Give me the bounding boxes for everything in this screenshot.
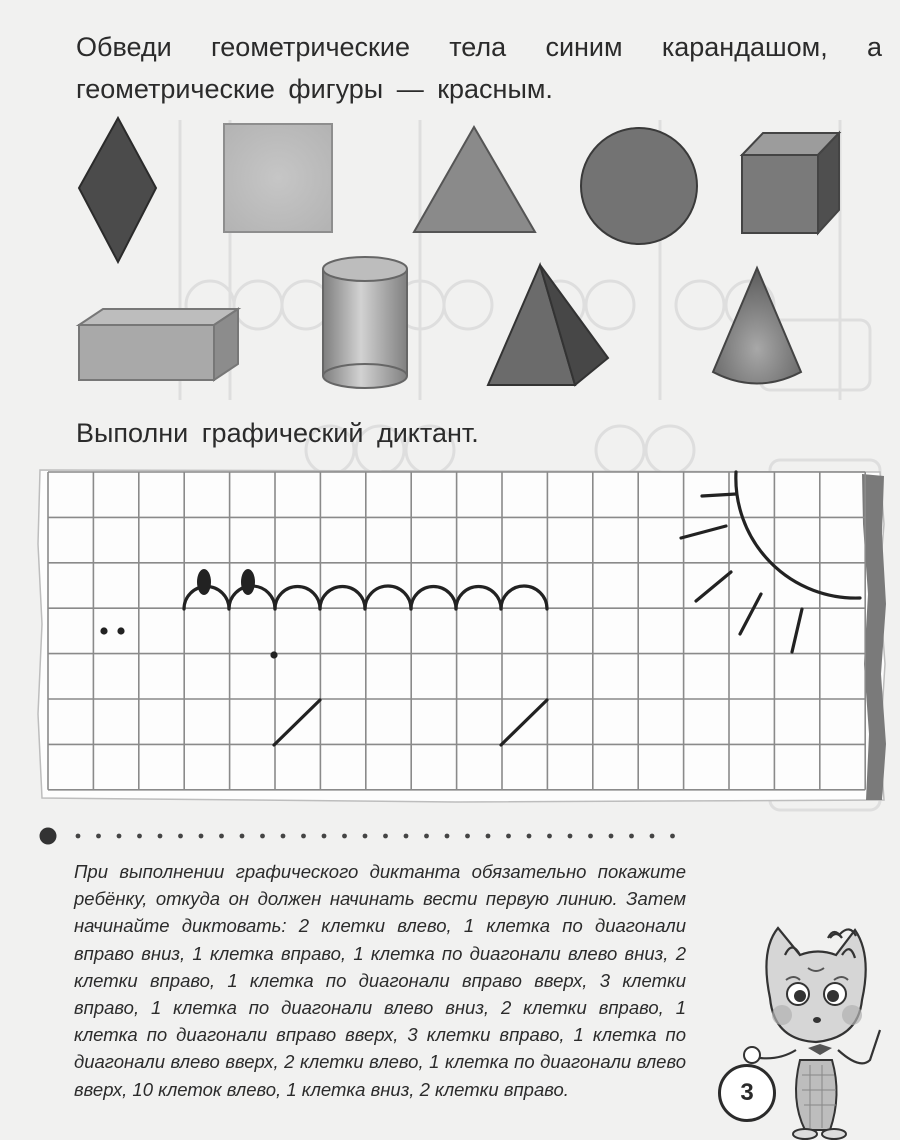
square-icon [224,124,332,232]
separator-dot [404,834,409,839]
separator-dot [342,834,347,839]
circle-icon [581,128,697,244]
separator-dot [219,834,224,839]
separator-dot [568,834,573,839]
separator-dot [158,834,163,839]
triangle-icon [414,127,535,232]
separator-dot [240,834,245,839]
separator-dot [383,834,388,839]
separator-dot [363,834,368,839]
rhombus-icon [79,118,156,262]
task-instruction-shapes: Обведи геометрические тела синим карандашом, а геометрические фигуры — красным. [76,32,882,104]
separator-dot [178,834,183,839]
separator-dot [588,834,593,839]
separator-dot [465,834,470,839]
separator-dot [260,834,265,839]
separator-dot [137,834,142,839]
separator-dot [76,834,81,839]
separator-dot [527,834,532,839]
dictation-grid [36,464,886,804]
shapes-area [0,0,900,400]
separator-dot [199,834,204,839]
task-instruction-dictation: Выполни графический диктант. [76,418,479,448]
separator-dot [96,834,101,839]
separator-dot [670,834,675,839]
separator-dot [650,834,655,839]
separator-dot [609,834,614,839]
parent-note: При выполнении графического диктанта обязательно покажите ребёнку, откуда он должен начинать вести первую линию. Затем начинайте диктовать: 2 клетки влево, 1 клетка по диагонали вправо вниз, 1 клетка вправо, 1 клетка по диагонали влево вниз, 2 клетки вправо, 1 клетка по диагонали вправо вверх, 3 клетки вправо, 1 клетка по диагонали влево вниз, 2 клетки вправо, 1 клетка по диагонали вправо вверх, 3 клетки вправо, 1 клетка по диагонали влево вверх, 2 клетки влево, 1 клетка по диагонали влево вверх, 10 клеток влево, 1 клетка вниз, 2 клетки вправо. [74,861,686,1100]
separator-dot [547,834,552,839]
cuboid-icon [79,309,238,380]
separator-dot [486,834,491,839]
page-number: 3 [718,1064,776,1122]
separator-dot [506,834,511,839]
cone-icon [713,268,801,384]
dotted-separator [38,826,698,846]
separator-dot [629,834,634,839]
cube-icon [742,133,839,233]
pyramid-icon [488,265,608,385]
cylinder-icon [323,257,407,388]
separator-dot [117,834,122,839]
separator-dot [322,834,327,839]
separator-dot [445,834,450,839]
separator-dot [424,834,429,839]
separator-dot [281,834,286,839]
separator-dot [301,834,306,839]
